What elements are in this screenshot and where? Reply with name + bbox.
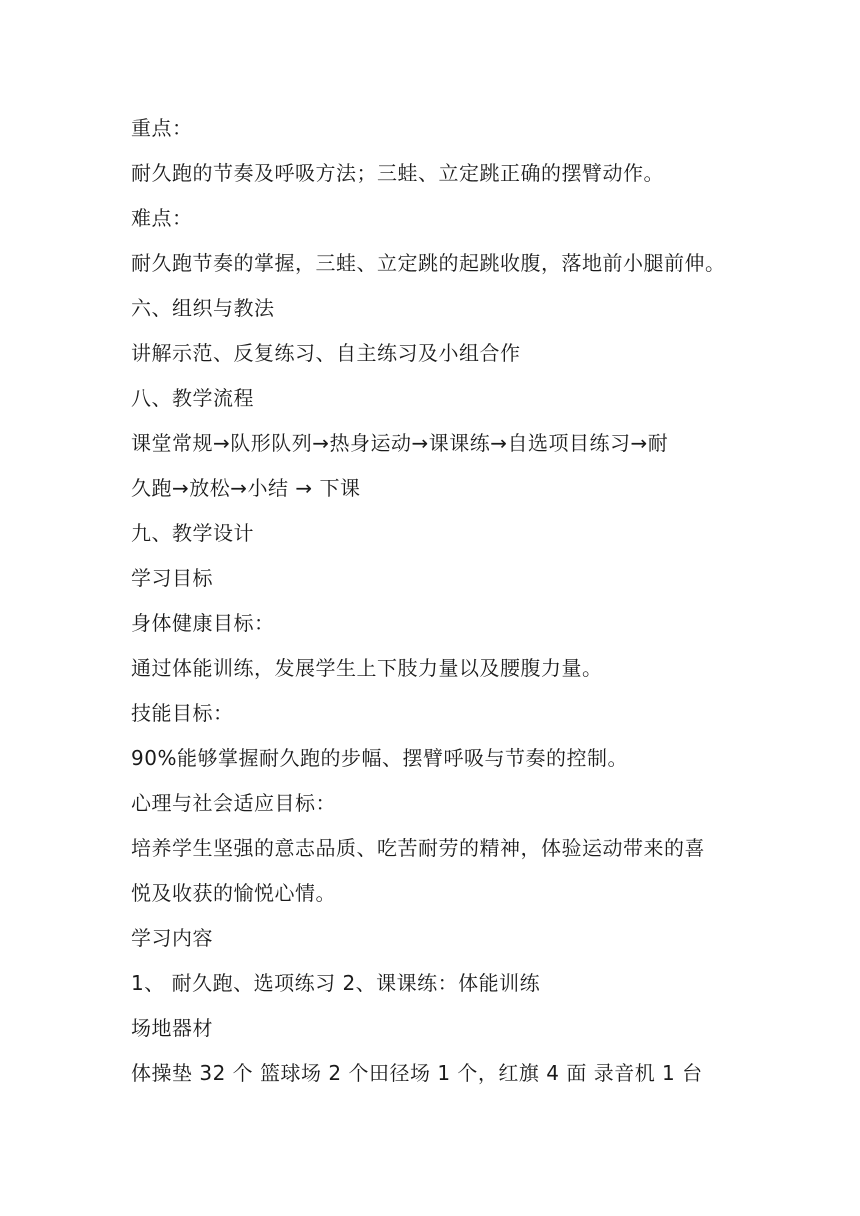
venue-equipment-heading: 场地器材: [131, 1016, 213, 1040]
key-points-text: 耐久跑的节奏及呼吸方法；三蛙、立定跳正确的摆臂动作。: [131, 161, 664, 185]
teaching-process-line-1: 课堂常规→队形队列→热身运动→课课练→自选项目练习→耐: [131, 431, 669, 455]
learning-content-text: 1、 耐久跑、选项练习 2、课课练：体能训练: [131, 971, 541, 995]
psych-social-goal-heading: 心理与社会适应目标：: [131, 791, 336, 815]
psych-social-goal-text-2: 悦及收获的愉悦心情。: [131, 881, 336, 905]
difficulties-text: 耐久跑节奏的掌握，三蛙、立定跳的起跳收腹，落地前小腿前伸。: [131, 251, 726, 275]
learning-content-heading: 学习内容: [131, 926, 213, 950]
skill-goal-heading: 技能目标：: [131, 701, 234, 725]
teaching-process-line-2: 久跑→放松→小结 → 下课: [131, 476, 361, 500]
learning-goals-heading: 学习目标: [131, 566, 213, 590]
section-nine-heading: 九、教学设计: [131, 521, 254, 545]
heading-difficulties: 难点：: [131, 206, 193, 230]
venue-equipment-text: 体操垫 32 个 篮球场 2 个田径场 1 个，红旗 4 面 录音机 1 台: [131, 1061, 703, 1085]
section-six-heading: 六、组织与教法: [131, 296, 275, 320]
skill-goal-text: 90%能够掌握耐久跑的步幅、摆臂呼吸与节奏的控制。: [131, 746, 628, 770]
physical-health-goal-heading: 身体健康目标：: [131, 611, 275, 635]
physical-health-goal-text: 通过体能训练，发展学生上下肢力量以及腰腹力量。: [131, 656, 603, 680]
psych-social-goal-text-1: 培养学生坚强的意志品质、吃苦耐劳的精神，体验运动带来的喜: [131, 836, 705, 860]
teaching-methods-text: 讲解示范、反复练习、自主练习及小组合作: [131, 341, 521, 365]
section-eight-heading: 八、教学流程: [131, 386, 254, 410]
heading-key-points: 重点：: [131, 116, 193, 140]
